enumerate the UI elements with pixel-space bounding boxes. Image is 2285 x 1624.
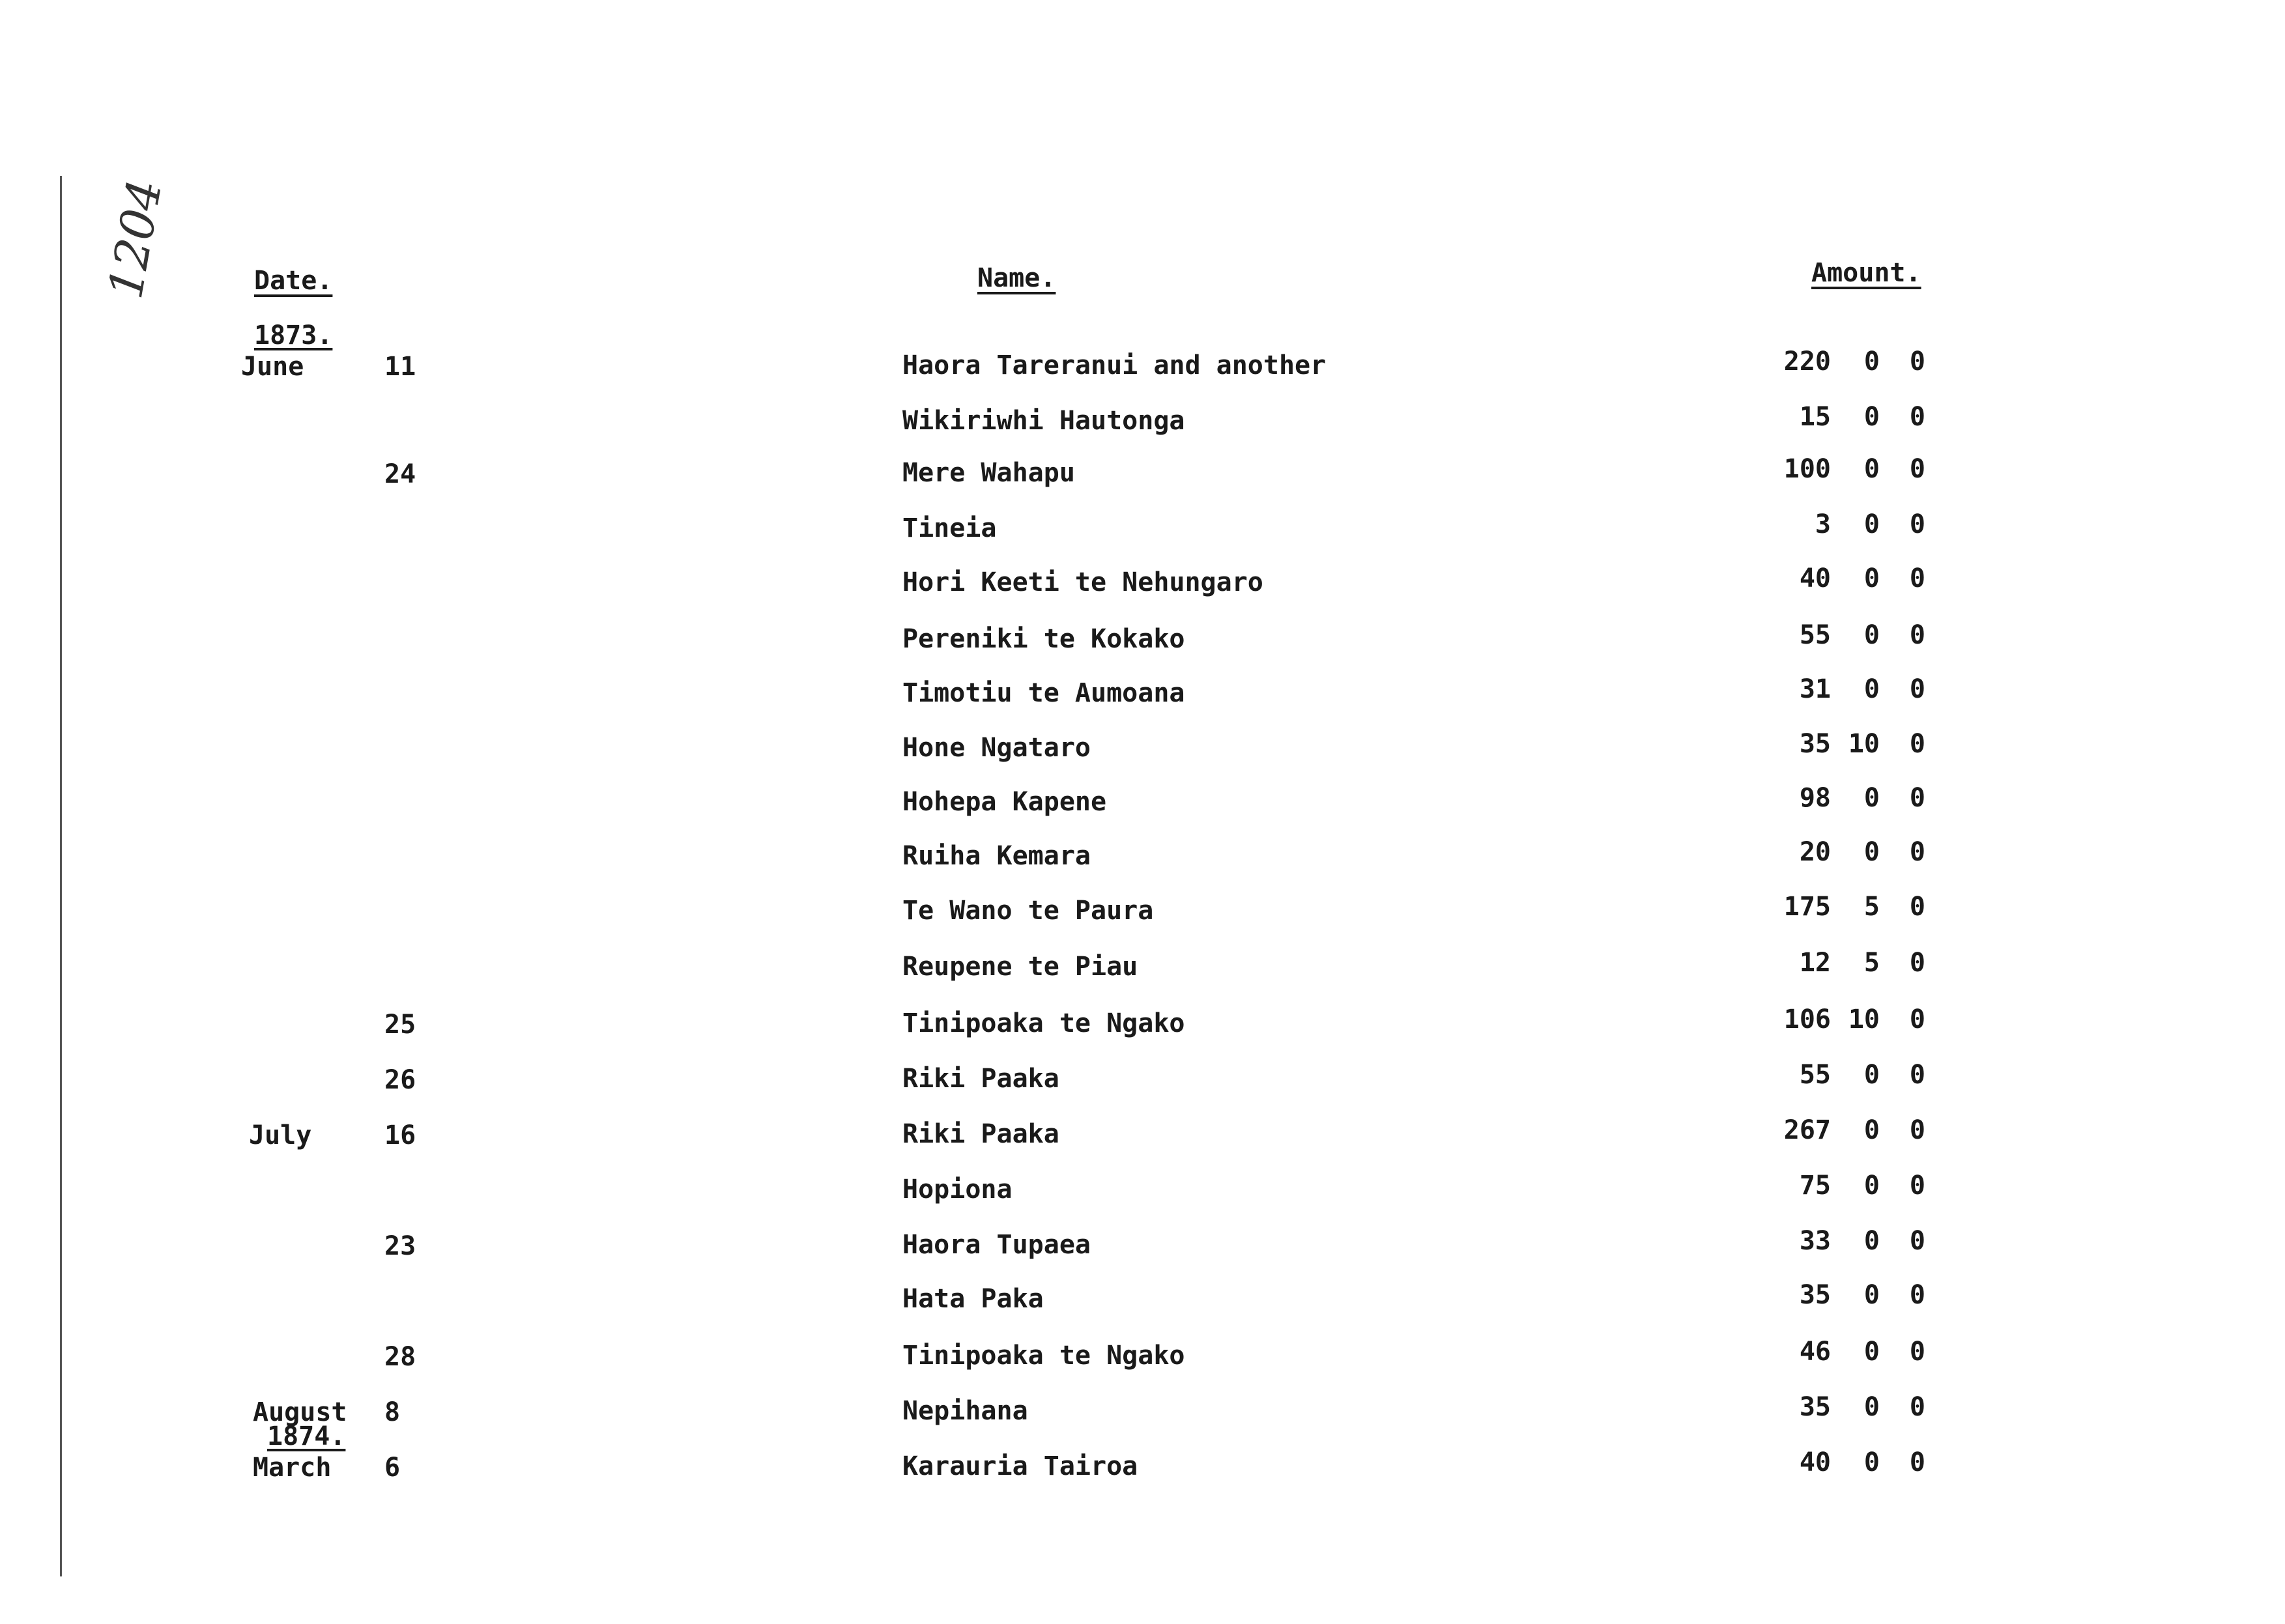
amount-shillings: 0: [1863, 402, 1880, 432]
amount-pence: 0: [1909, 729, 1925, 759]
amount-shillings: 0: [1863, 1060, 1880, 1090]
amount-shillings: 0: [1863, 1280, 1880, 1310]
entry-month: March: [253, 1453, 332, 1483]
amount-pounds: 55: [1799, 620, 1831, 650]
amount-pounds: 98: [1799, 783, 1831, 813]
amount-pounds: 106: [1783, 1004, 1831, 1034]
amount-pence: 0: [1909, 1171, 1925, 1201]
amount-pounds: 35: [1799, 1392, 1831, 1422]
entry-day: 26: [384, 1065, 416, 1095]
entry-name: Nepihana: [902, 1396, 1028, 1426]
entry-month: August: [253, 1397, 347, 1427]
amount-pence: 0: [1909, 674, 1925, 704]
amount-pence: 0: [1909, 1392, 1925, 1422]
amount-pounds: 40: [1799, 1447, 1831, 1477]
amount-pence: 0: [1909, 1447, 1925, 1477]
amount-shillings: 0: [1863, 454, 1880, 484]
amount-pence: 0: [1909, 1226, 1925, 1256]
amount-pence: 0: [1909, 892, 1925, 922]
amount-shillings: 10: [1848, 729, 1880, 759]
entry-name: Tinipoaka te Ngako: [902, 1008, 1185, 1038]
entry-name: Reupene te Piau: [902, 952, 1138, 982]
entry-name: Tineia: [902, 513, 997, 543]
entry-name: Karauria Tairoa: [902, 1451, 1138, 1481]
amount-shillings: 0: [1863, 837, 1880, 867]
amount-shillings: 0: [1863, 620, 1880, 650]
amount-shillings: 5: [1863, 948, 1880, 978]
entry-name: Mere Wahapu: [902, 458, 1075, 488]
amount-pence: 0: [1909, 1115, 1925, 1145]
amount-shillings: 0: [1863, 1337, 1880, 1367]
amount-shillings: 0: [1863, 674, 1880, 704]
amount-shillings: 0: [1863, 509, 1880, 539]
entry-month: July: [249, 1120, 312, 1150]
entry-month: June: [241, 352, 304, 382]
amount-pence: 0: [1909, 402, 1925, 432]
amount-pence: 0: [1909, 1280, 1925, 1310]
amount-pounds: 3: [1815, 509, 1831, 539]
entry-name: Pereniki te Kokako: [902, 624, 1185, 654]
date-column-header: Date.: [254, 266, 333, 296]
amount-pence: 0: [1909, 837, 1925, 867]
amount-pounds: 12: [1799, 948, 1831, 978]
amount-shillings: 0: [1863, 1171, 1880, 1201]
entry-name: Riki Paaka: [902, 1064, 1059, 1094]
amount-shillings: 10: [1848, 1004, 1880, 1034]
amount-pence: 0: [1909, 1060, 1925, 1090]
entry-name: Riki Paaka: [902, 1119, 1059, 1149]
amount-pounds: 31: [1799, 674, 1831, 704]
entry-day: 23: [384, 1231, 416, 1261]
entry-name: Te Wano te Paura: [902, 896, 1154, 926]
amount-pounds: 220: [1783, 347, 1831, 377]
entry-day: 24: [384, 459, 416, 489]
amount-pounds: 40: [1799, 563, 1831, 593]
amount-pence: 0: [1909, 347, 1925, 377]
amount-pounds: 35: [1799, 729, 1831, 759]
entry-name: Haora Tupaea: [902, 1230, 1091, 1260]
amount-shillings: 0: [1863, 783, 1880, 813]
amount-shillings: 0: [1863, 1447, 1880, 1477]
amount-pounds: 75: [1799, 1171, 1831, 1201]
entry-name: Hopiona: [902, 1175, 1013, 1204]
entry-day: 16: [384, 1120, 416, 1150]
entry-name: Hone Ngataro: [902, 733, 1091, 763]
amount-pounds: 100: [1783, 454, 1831, 484]
amount-pence: 0: [1909, 563, 1925, 593]
amount-pence: 0: [1909, 783, 1925, 813]
entry-name: Hohepa Kapene: [902, 787, 1107, 817]
amount-pence: 0: [1909, 620, 1925, 650]
binding-edge-line: [60, 176, 62, 1576]
amount-pounds: 33: [1799, 1226, 1831, 1256]
entry-day: 25: [384, 1010, 416, 1040]
entry-year: 1874.: [267, 1421, 346, 1451]
entry-name: Hori Keeti te Nehungaro: [902, 567, 1263, 597]
amount-column-header: Amount.: [1811, 258, 1921, 288]
amount-pounds: 175: [1783, 892, 1831, 922]
amount-shillings: 0: [1863, 563, 1880, 593]
amount-shillings: 0: [1863, 1226, 1880, 1256]
entry-day: 11: [384, 352, 416, 382]
entry-name: Tinipoaka te Ngako: [902, 1341, 1185, 1371]
entry-day: 6: [384, 1453, 401, 1483]
amount-pounds: 55: [1799, 1060, 1831, 1090]
entry-year: 1873.: [254, 321, 333, 350]
amount-shillings: 5: [1863, 892, 1880, 922]
name-column-header: Name.: [977, 263, 1056, 293]
entry-name: Ruiha Kemara: [902, 841, 1091, 871]
amount-pence: 0: [1909, 1004, 1925, 1034]
entry-name: Timotiu te Aumoana: [902, 678, 1185, 708]
amount-pence: 0: [1909, 509, 1925, 539]
amount-pounds: 20: [1799, 837, 1831, 867]
amount-pence: 0: [1909, 454, 1925, 484]
amount-shillings: 0: [1863, 347, 1880, 377]
amount-pounds: 35: [1799, 1280, 1831, 1310]
amount-pounds: 15: [1799, 402, 1831, 432]
entry-name: Hata Paka: [902, 1284, 1044, 1314]
entry-name: Wikiriwhi Hautonga: [902, 406, 1185, 436]
margin-page-number: 1204: [98, 175, 173, 303]
entry-day: 8: [384, 1397, 401, 1427]
amount-pounds: 46: [1799, 1337, 1831, 1367]
amount-pence: 0: [1909, 1337, 1925, 1367]
amount-shillings: 0: [1863, 1392, 1880, 1422]
amount-pence: 0: [1909, 948, 1925, 978]
entry-day: 28: [384, 1342, 416, 1372]
amount-shillings: 0: [1863, 1115, 1880, 1145]
entry-name: Haora Tareranui and another: [902, 350, 1327, 380]
amount-pounds: 267: [1783, 1115, 1831, 1145]
